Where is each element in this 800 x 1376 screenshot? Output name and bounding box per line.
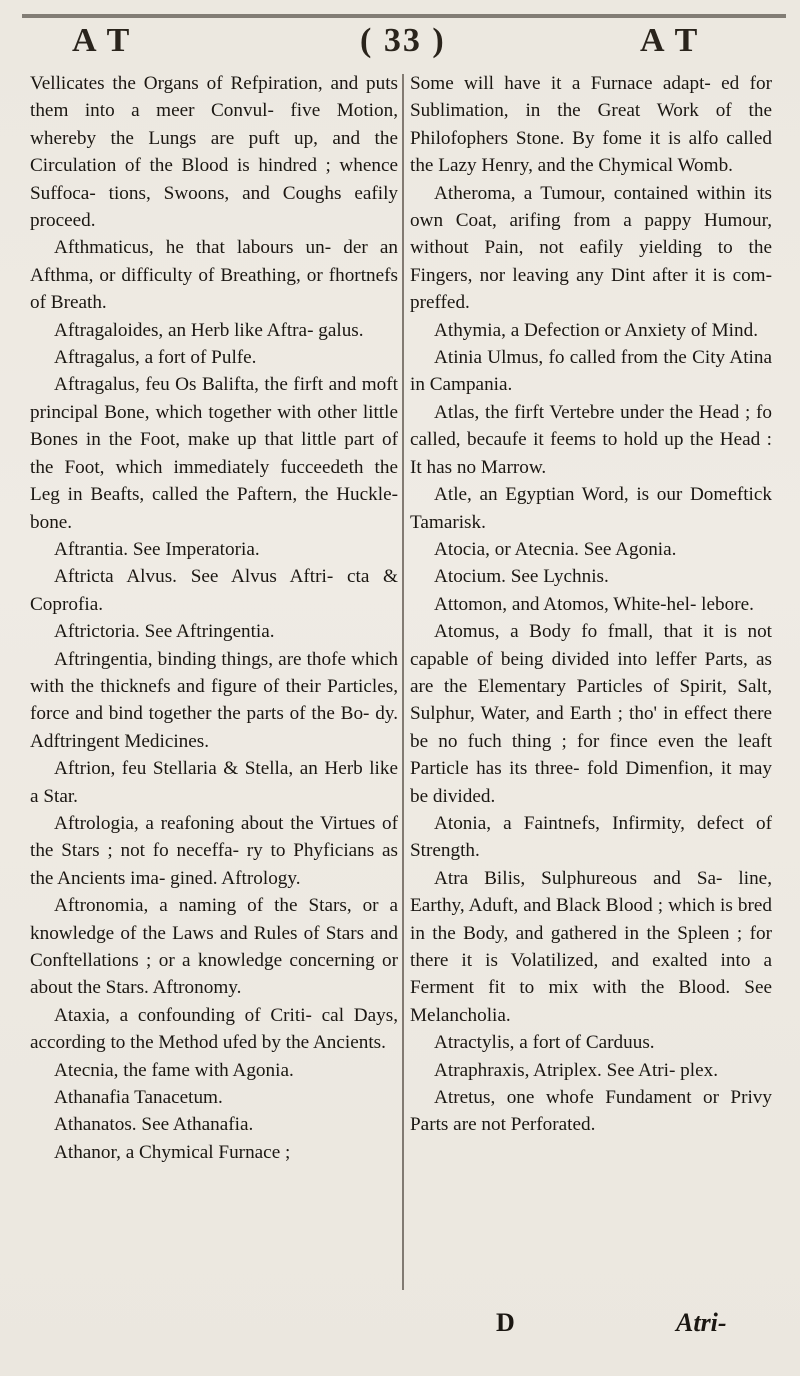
dictionary-entry: Ataxia, a confounding of Criti- cal Days, according to the Method ufed by the Ancients.: [30, 1004, 398, 1054]
header-left-letters: A T: [72, 22, 132, 59]
dictionary-entry: Atle, an Egyptian Word, is our Domeftick Tamarisk.: [410, 484, 772, 533]
dictionary-entry: Athymia, a Defection or Anxiety of Mind.: [434, 319, 758, 341]
dictionary-entry: Atractylis, a fort of Carduus.: [434, 1032, 655, 1054]
dictionary-entry: Athanatos. See Athanafia.: [54, 1114, 254, 1136]
dictionary-entry: Aftrictoria. See Aftringentia.: [54, 621, 275, 643]
dictionary-entry: Aftragalus, a fort of Pulfe.: [54, 347, 257, 369]
running-header: [0, 22, 800, 68]
signature-mark: D: [496, 1308, 515, 1337]
dictionary-entry: Afthmaticus, he that labours un- der an Afthma, or difficulty of Breathing, or fhortnefs of Breath.: [30, 237, 398, 314]
dictionary-entry: Atheroma, a Tumour, contained within its own Coat, arifing from a pappy Humour, without Pain, not eafily yielding to the Fingers, nor leaving any Dint after it is com- preffed.: [410, 182, 772, 314]
dictionary-entry: Aftragaloides, an Herb like Aftra- galus.: [54, 319, 364, 341]
dictionary-entry: Aftrion, feu Stellaria & Stella, an Herb like a Star.: [30, 758, 398, 807]
dictionary-entry: Atonia, a Faintnefs, Infirmity, defect of Strength.: [410, 812, 772, 862]
dictionary-entry: Atomus, a Body fo fmall, that it is not capable of being divided into leffer Parts, as are the Elementary Particles of Spirit, Salt, Sulphur, Water, and Earth ; tho' in effect there be no fuch thing ; for fince even the leaft Particle has its three- fold Dimenfion, it may be divided.: [410, 621, 772, 807]
dictionary-entry: Atecnia, the fame with Agonia.: [54, 1059, 294, 1081]
dictionary-entry: Atraphraxis, Atriplex. See Atri- plex.: [434, 1059, 719, 1081]
dictionary-entry: Athanafia Tanacetum.: [54, 1087, 223, 1109]
dictionary-entry: Atlas, the firft Vertebre under the Head ; fo called, becaufe it feems to hold up the Head : It has no Marrow.: [410, 401, 772, 478]
dictionary-entry: Aftringentia, binding things, are thofe which with the thicknefs and figure of their Particles, force and bind together the parts of the Bo- dy. Adftringent Medicines.: [30, 648, 398, 752]
left-column: [30, 70, 398, 1166]
header-rule: [22, 14, 786, 18]
page-footer: [0, 1308, 800, 1348]
dictionary-entry: Attomon, and Atomos, White-hel- lebore.: [434, 593, 754, 615]
dictionary-entry: Aftragalus, feu Os Balifta, the firft and moft principal Bone, which together with other little Bones in the Foot, make up that little part of the Foot, which immediately fucceedeth the Leg in Beafts, called the Paftern, the Huckle-bone.: [30, 374, 398, 533]
dictionary-entry: Atocium. See Lychnis.: [434, 566, 609, 588]
header-right-letters: A T: [640, 22, 700, 59]
dictionary-entry: Aftricta Alvus. See Alvus Aftri- cta & Coprofia.: [30, 566, 398, 615]
page-number: ( 33 ): [360, 22, 446, 59]
dictionary-entry: Vellicates the Organs of Refpiration, and puts them into a meer Convul- five Motion, whereby the Lungs are puft up, and the Circulation of the Blood is hindred ; whence Suffoca- tions, Swoons, and Coughs eafily proceed.: [30, 73, 398, 232]
dictionary-entry: Atra Bilis, Sulphureous and Sa- line, Earthy, Aduft, and Black Blood ; which is bred in the Body, and gathered in the Spleen ; for there it is Volatilized, and exalted into a Ferment fit to mix with the Blood. See Melancholia.: [410, 867, 772, 1026]
two-column-body: [30, 70, 790, 1310]
dictionary-entry: Athanor, a Chymical Furnace ;: [54, 1141, 291, 1163]
dictionary-entry: Aftrantia. See Imperatoria.: [54, 538, 260, 560]
dictionary-entry: Atretus, one whofe Fundament or Privy Parts are not Perforated.: [410, 1087, 772, 1136]
dictionary-entry: Atocia, or Atecnia. See Agonia.: [434, 538, 677, 560]
dictionary-entry: Aftronomia, a naming of the Stars, or a knowledge of the Laws and Rules of Stars and Conftellations ; or a knowledge concerning or about the Stars. Aftronomy.: [30, 895, 398, 999]
catchword: Atri-: [676, 1308, 727, 1337]
dictionary-entry: Aftrologia, a reafoning about the Virtues of the Stars ; not fo neceffa- ry to Phyficians as the Ancients ima- gined. Aftrology.: [30, 812, 398, 889]
column-divider: [402, 74, 404, 1290]
dictionary-entry: Atinia Ulmus, fo called from the City Atina in Campania.: [410, 347, 772, 396]
dictionary-entry: Some will have it a Furnace adapt- ed for Sublimation, in the Great Work of the Philofophers Stone. By fome it is alfo called the Lazy Henry, and the Chymical Womb.: [410, 73, 772, 177]
right-column: [410, 70, 772, 1139]
